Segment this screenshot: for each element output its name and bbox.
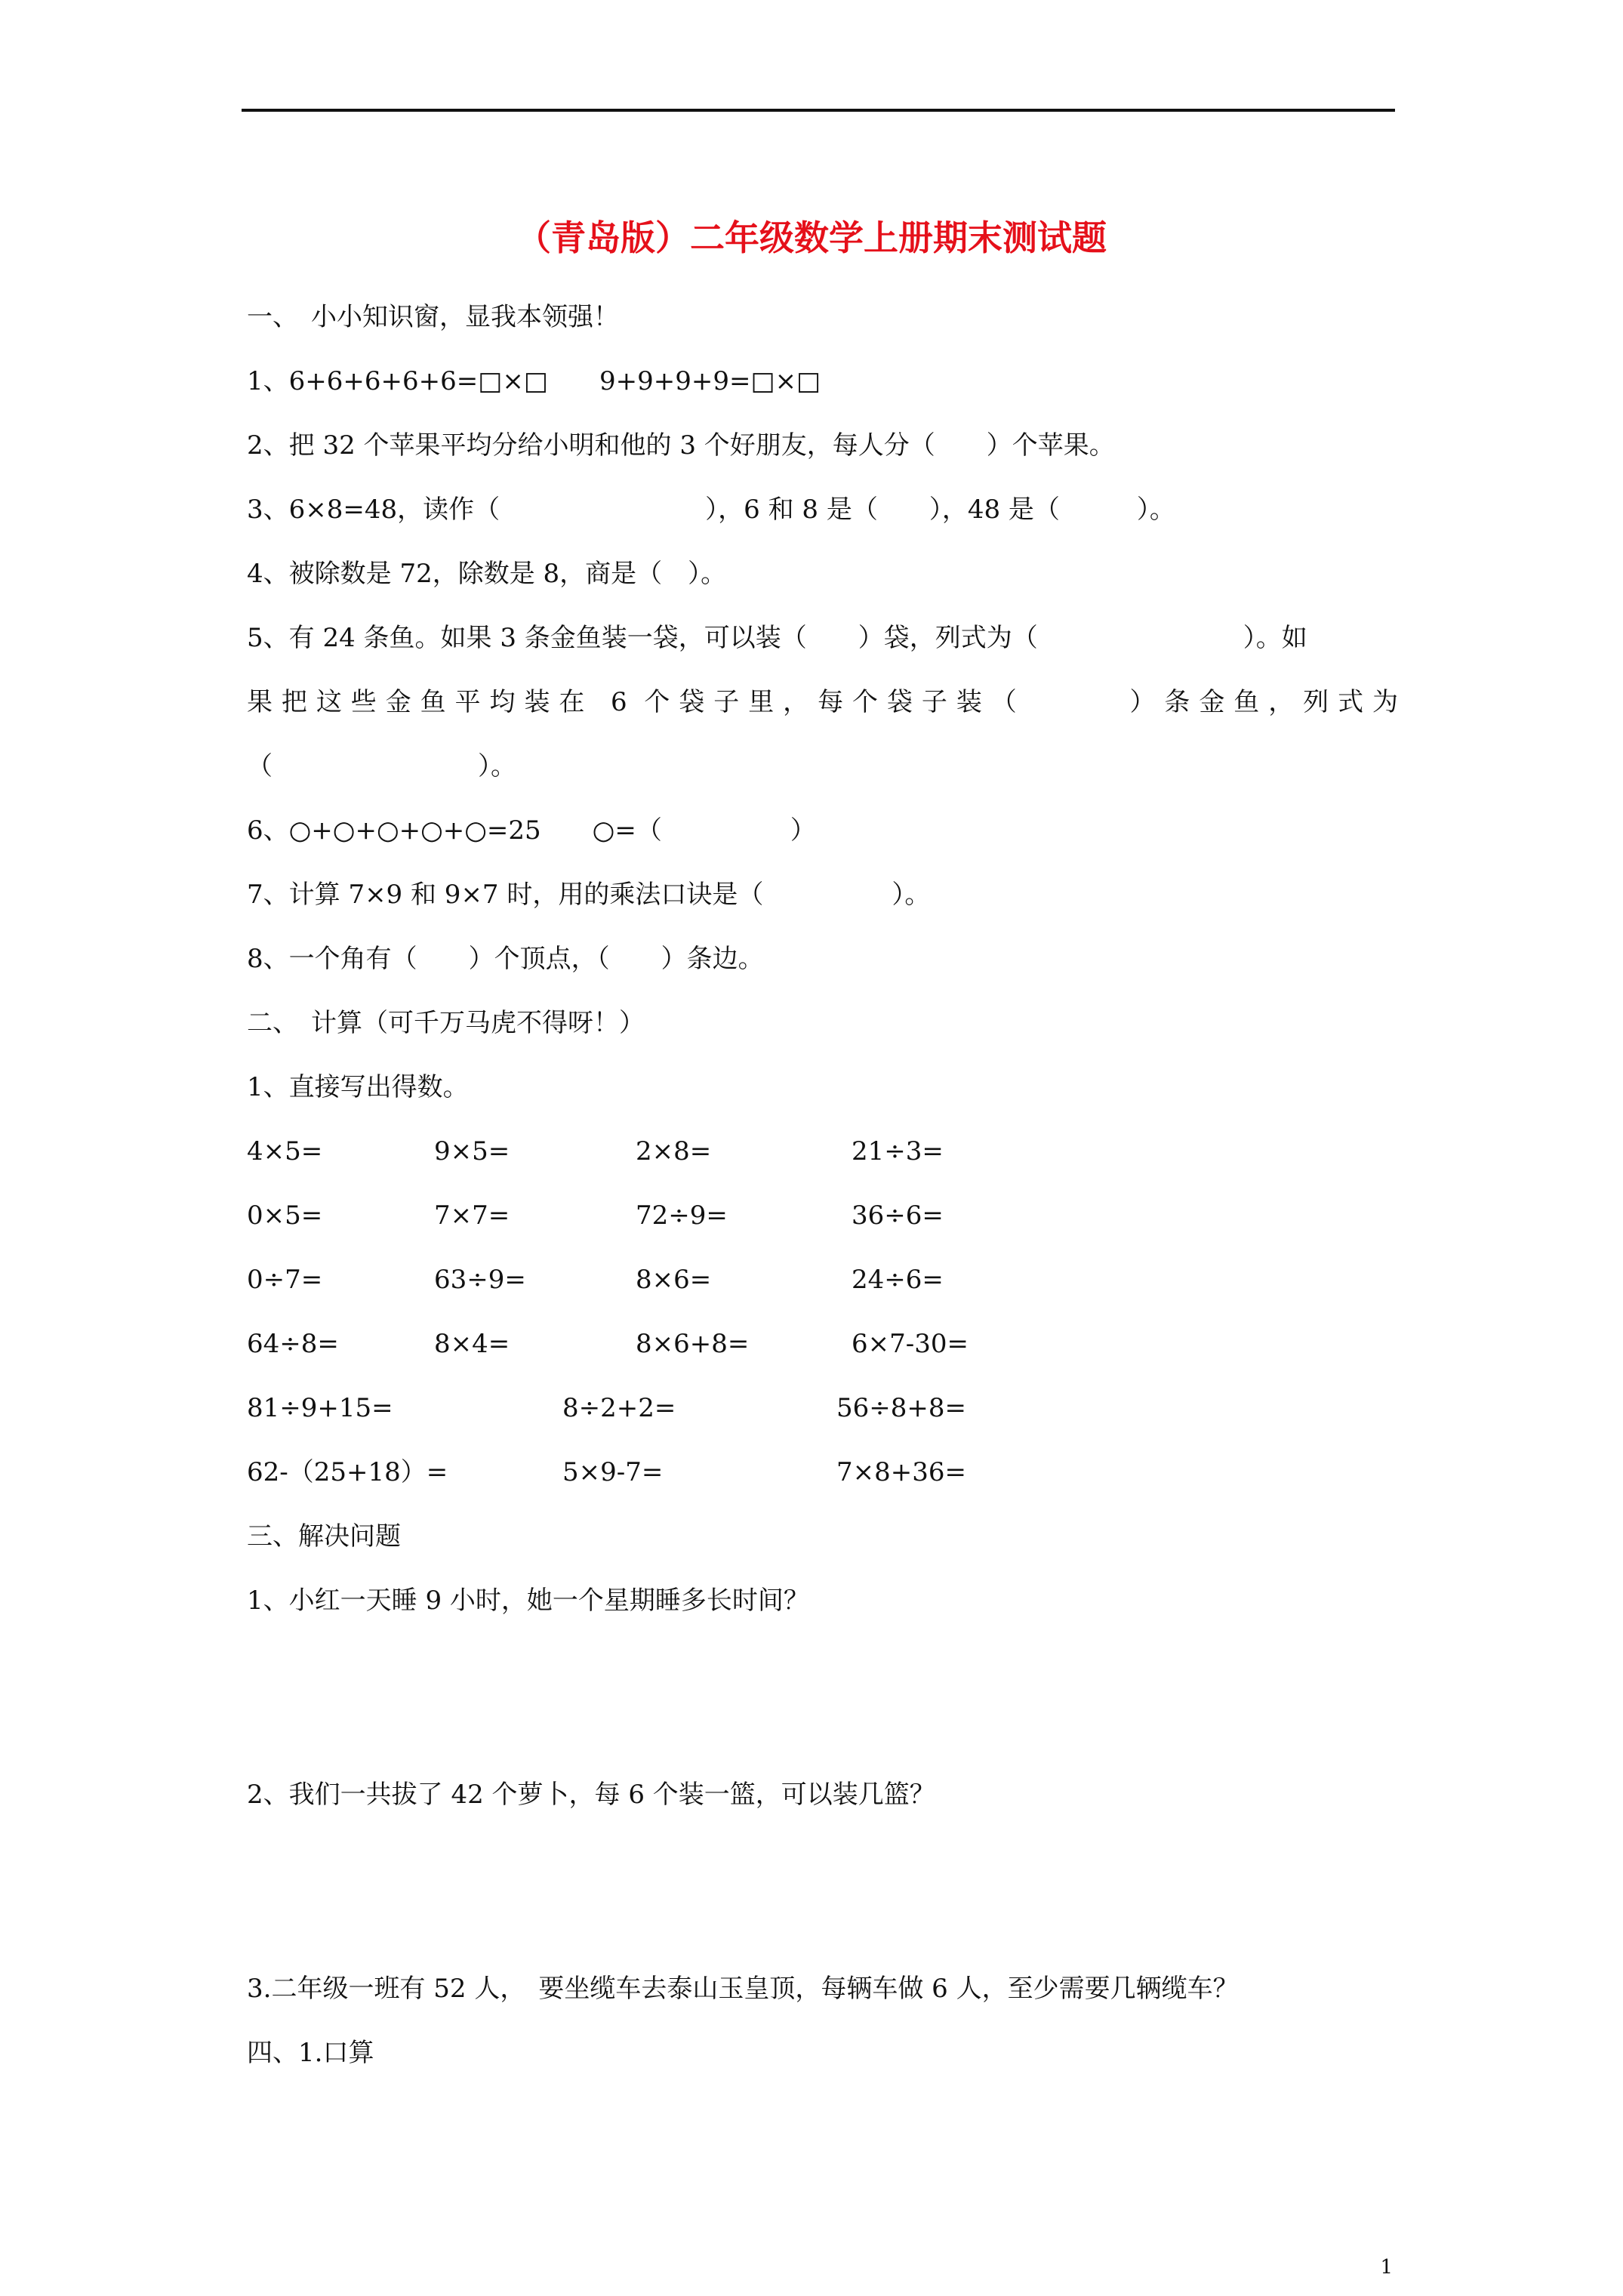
- problem-3-3: 3.二年级一班有 52 人， 要坐缆车去泰山玉皇顶，每辆车做 6 人，至少需要几辆缆车？: [247, 1974, 1239, 2004]
- question-1-5-line-3: （ ）。: [247, 751, 516, 781]
- header-rule: [242, 109, 1395, 112]
- calc-cell: 8×6=: [636, 1265, 712, 1295]
- problem-3-2: 2、我们一共拔了 42 个萝卜，每 6 个装一篮，可以装几篮？: [247, 1780, 935, 1810]
- question-1-8: 8、一个角有（ ）个顶点，（ ）条边。: [247, 944, 764, 974]
- calc-cell: 8×6+8=: [636, 1329, 750, 1359]
- question-1-7: 7、计算 7×9 和 9×7 时，用的乘法口诀是（ ）。: [247, 880, 931, 910]
- calc-cell: 7×8+36=: [836, 1457, 966, 1487]
- calc-cell: 7×7=: [434, 1200, 510, 1231]
- calc-cell: 8×4=: [434, 1329, 510, 1359]
- question-1-5-line-1: 5、有 24 条鱼。如果 3 条金鱼装一袋，可以装（ ）袋，列式为（ ）。如: [247, 623, 1307, 653]
- page-number: 1: [1380, 2256, 1393, 2279]
- calc-cell: 0×5=: [247, 1200, 323, 1231]
- question-1-1: 1、6+6+6+6+6=□×□ 9+9+9+9=□×□: [247, 366, 821, 396]
- calc-cell: 4×5=: [247, 1136, 323, 1166]
- question-1-6: 6、○+○+○+○+○=25 ○=（ ）: [247, 815, 816, 846]
- question-1-2: 2、把 32 个苹果平均分给小明和他的 3 个好朋友，每人分（ ）个苹果。: [247, 430, 1115, 461]
- calc-cell: 36÷6=: [852, 1200, 944, 1231]
- calc-cell: 21÷3=: [852, 1136, 944, 1166]
- section-2-sub-1: 1、直接写出得数。: [247, 1072, 469, 1102]
- calc-cell: 24÷6=: [852, 1265, 944, 1295]
- section-1-heading: 一、 小小知识窗，显我本领强！: [247, 302, 619, 332]
- calc-cell: 5×9-7=: [562, 1457, 664, 1487]
- question-1-3: 3、6×8=48，读作（ ），6 和 8 是（ ），48 是（ ）。: [247, 495, 1175, 525]
- calc-cell: 6×7-30=: [852, 1329, 969, 1359]
- calc-cell: 0÷7=: [247, 1265, 323, 1295]
- question-1-5-line-2: 果把这些金鱼平均装在 6 个袋子里，每个袋子装（ ）条金鱼，列式为: [247, 687, 1398, 717]
- section-4-heading: 四、1.口算: [247, 2038, 374, 2068]
- calc-cell: 9×5=: [434, 1136, 510, 1166]
- calc-cell: 8÷2+2=: [562, 1393, 676, 1423]
- section-3-heading: 三、解决问题: [247, 1521, 401, 1552]
- calc-cell: 63÷9=: [434, 1265, 526, 1295]
- page-title: （青岛版）二年级数学上册期末测试题: [516, 217, 1107, 258]
- calc-cell: 81÷9+15=: [247, 1393, 393, 1423]
- calc-cell: 2×8=: [636, 1136, 712, 1166]
- problem-3-1: 1、小红一天睡 9 小时，她一个星期睡多长时间？: [247, 1586, 809, 1616]
- calc-cell: 56÷8+8=: [836, 1393, 966, 1423]
- section-2-heading: 二、 计算（可千万马虎不得呀！）: [247, 1008, 645, 1038]
- calc-cell: 62-（25+18）=: [247, 1457, 448, 1487]
- calc-cell: 72÷9=: [636, 1200, 728, 1231]
- calc-cell: 64÷8=: [247, 1329, 339, 1359]
- question-1-4: 4、被除数是 72，除数是 8，商是（ ）。: [247, 559, 727, 589]
